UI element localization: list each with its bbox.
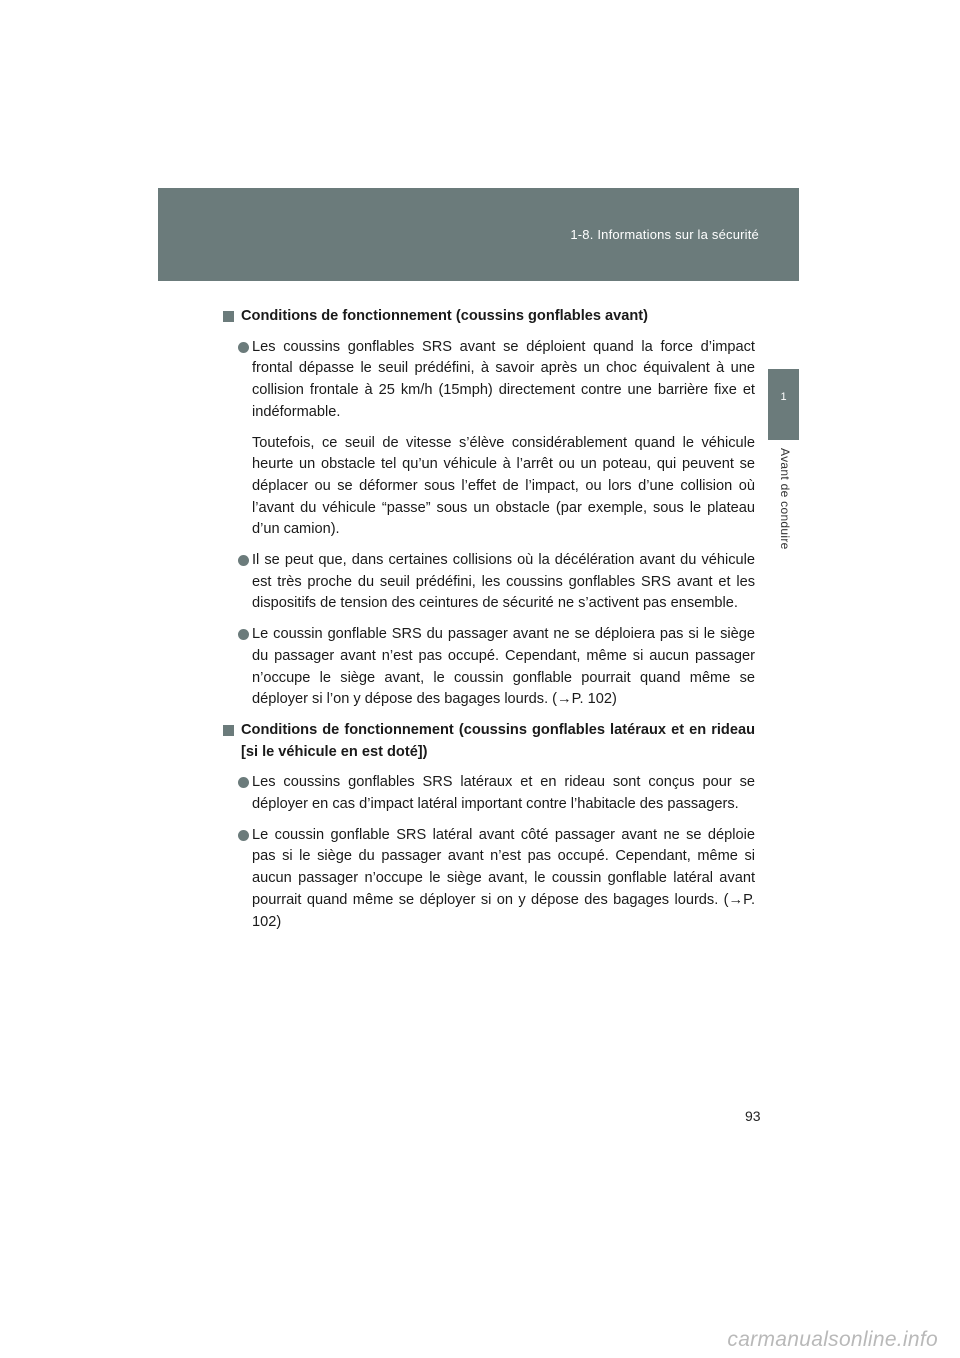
page-number: 93 — [745, 1108, 761, 1124]
round-bullet-icon — [238, 830, 249, 841]
section-heading — [223, 306, 755, 328]
paragraph: Il se peut que, dans certaines collisions où la décélération avant du véhicule est très proche du seuil prédéfini, les coussins gonflables SRS avant et les dispositifs de tension des ceintures de sécurité ne s’activent pas ensemble. — [252, 552, 755, 612]
bullet-item — [223, 825, 755, 934]
section-heading-text: Conditions de fonctionnement (coussins gonflables latéraux et en rideau [si le véhicule en est doté]) — [241, 721, 755, 760]
chapter-number: 1 — [780, 391, 787, 403]
round-bullet-icon — [238, 555, 249, 566]
square-bullet-icon — [223, 725, 234, 736]
section-title: 1-8. Informations sur la sécurité — [570, 227, 759, 242]
bullet-item — [223, 772, 755, 815]
bullet-item — [223, 337, 755, 541]
watermark: carmanualsonline.info — [727, 1328, 938, 1351]
bullet-item — [223, 550, 755, 615]
chapter-tab — [768, 369, 799, 439]
section-heading — [223, 720, 755, 763]
paragraph: Les coussins gonflables SRS latéraux et en rideau sont conçus pour se déployer en cas d’impact latéral important contre l’habitacle des passagers. — [252, 774, 755, 813]
bullet-item — [223, 624, 755, 711]
round-bullet-icon — [238, 342, 249, 353]
paragraph: Le coussin gonflable SRS latéral avant côté passager avant ne se déploie pas si le siège du passager avant n’est pas occupé. Cependant, même si aucun passager n’occupe le siège avant, le coussin gonflable latéral avant pourrait quand même se déployer si on y dépose des bagages lourds. (→P. 102) — [252, 826, 755, 930]
round-bullet-icon — [238, 629, 249, 640]
chapter-tab-divider — [768, 439, 799, 440]
page-content — [223, 306, 755, 942]
chapter-header-band — [158, 188, 799, 281]
chapter-label: Avant de conduire — [778, 448, 792, 550]
paragraph: Toutefois, ce seuil de vitesse s’élève considérablement quand le véhicule heurte un obstacle tel qu’un véhicule à l’arrêt ou un poteau, qui peuvent se déplacer ou se déformer sous l’effet de l’impact, ou lors d’une collision où l’avant du véhicule “passe” sous un obstacle (par exemple, sous le plateau d’un camion). — [252, 434, 755, 538]
square-bullet-icon — [223, 311, 234, 322]
paragraph: Le coussin gonflable SRS du passager avant ne se déploiera pas si le siège du passager avant n’est pas occupé. Cependant, même si aucun passager n’occupe le siège avant, le coussin gonflable pourrait quand même se déployer si l’on y dépose des bagages lourds. (→P. 102) — [252, 626, 755, 708]
paragraph: Les coussins gonflables SRS avant se déploient quand la force d’impact frontal dépasse le seuil prédéfini, à savoir après un choc équivalent à une collision frontale à 25 km/h (15mph) directement contre une barrière fixe et indéformable. — [252, 338, 755, 420]
section-heading-text: Conditions de fonctionnement (coussins gonflables avant) — [241, 308, 649, 324]
round-bullet-icon — [238, 777, 249, 788]
